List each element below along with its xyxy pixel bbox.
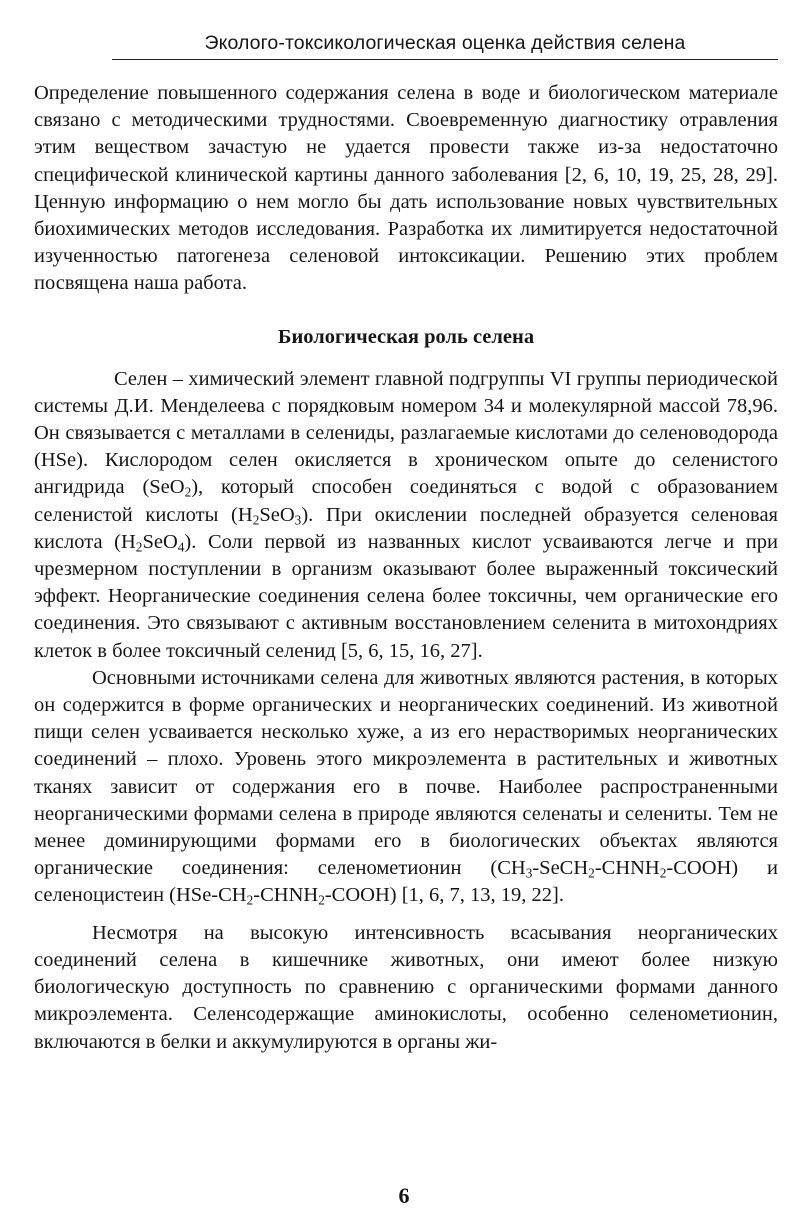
document-page xyxy=(34,28,778,1056)
intro-paragraph: Определение повышенного содержания селена в воде и биологическом материале связано с методическими трудностями. Своевременную диагностику отравления этим веществом зачастую не удается провести также из-за недостаточно специфической клинической картины данного заболевания [2, 6, 10, 19, 25, 28, 29]. Ценную информацию о нем могло бы дать использование новых чувствительных биохимических методов исследования. Разработка их лимитируется недостаточной изученностью патогенеза селеновой интоксикации. Решению этих проблем посвящена наша работа. xyxy=(34,82,778,295)
paragraph-selenium-chemistry: Селен – химический элемент главной подгруппы VI группы периодической системы Д.И. Менделеева с порядковым номером 34 и молекулярной массой 78,96. Он связывается с металлами в селениды, разлагаемые кислотами до селеноводорода (HSe). Кислородом селен окисляется в хроническом опыте до селенистого ангидрида (SeO$_2$), который способен соединяться с водой с образованием селенистой кислоты $(H_2SeO_3)$. При окислении последней образуется селеновая кислота $(H_2SeO_4)$. Соли первой из названных кислот усваиваются легче и при чрезмерном поступлении в организм оказывают более выраженный токсический эффект. Неорганические соединения селена более токсичны, чем органические его соединения. Это связывают с активным восстановлением селенита в митохондриях клеток в более токсичный селенид [5, 6, 15, 16, 27]. xyxy=(34,367,778,662)
paragraph-selenium-sources: Основными источниками селена для животных являются растения, в которых он содержится в форме органических и неорганических соединений. Из животной пищи селен усваивается несколько хуже, а из его нерастворимых неорганических соединений – плохо. Уровень этого микроэлемента в растительных и животных тканях зависит от содержания его в почве. Наиболее распространенными неорганическими формами селена в природе являются селенаты и селениты. Тем не менее доминирующими формами его в биологических объектах являются органические соединения: селенометионин $(CH_3-SeCH_2-CHNH_2-COOH)$ и селеноцистеин $(HSe-CH_2-CHNH_2-COOH)$ [1, 6, 7, 13, 19, 22]. xyxy=(34,666,778,908)
running-head: Эколого-токсикологическая оценка действия селена xyxy=(204,32,686,54)
page-number: 6 xyxy=(398,1183,410,1208)
body-text xyxy=(34,80,778,1056)
running-head-rule xyxy=(112,59,778,60)
paragraph-selenium-absorption: Несмотря на высокую интенсивность всасывания неорганических соединений селена в кишечнике животных, они имеют более низкую биологическую доступность по сравнению с органическими формами данного микроэлемента. Селенсодержащие аминокислоты, особенно селенометионин, включаются в белки и аккумулируются в органы жи- xyxy=(34,921,778,1053)
section-heading: Биологическая роль селена xyxy=(277,325,535,348)
